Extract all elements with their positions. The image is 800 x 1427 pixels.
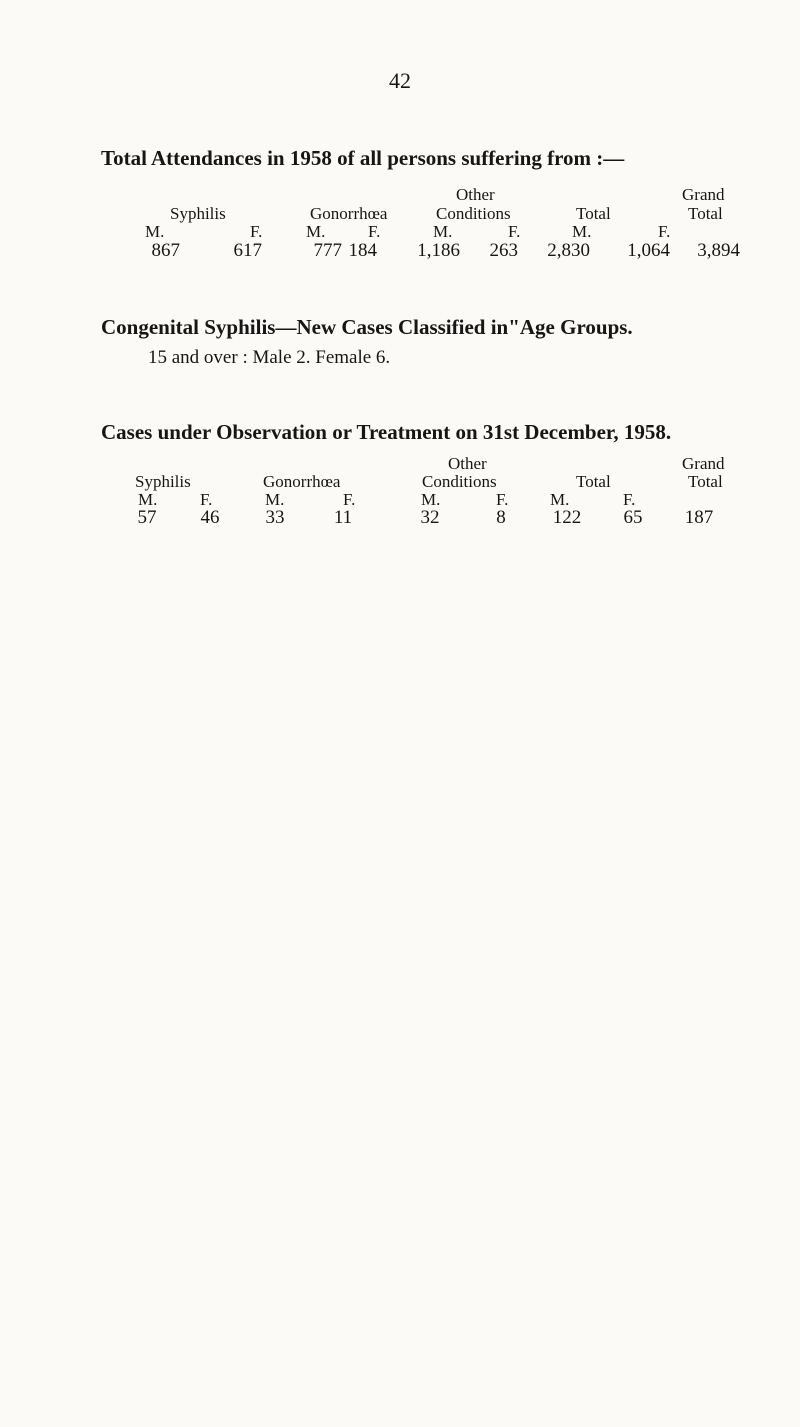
- observation-sex-m: M.: [265, 490, 285, 509]
- observation-head-gonorrhoea: Gonorrhœa: [263, 472, 341, 491]
- attendances-head-syphilis: Syphilis: [170, 204, 226, 223]
- observation-other-m: 32: [420, 507, 440, 528]
- attendances-sex-m: M.: [306, 222, 326, 241]
- attendances-other-m: 1,186: [417, 240, 460, 261]
- attendances-sex-f: F.: [250, 222, 263, 241]
- observation-total-m: 122: [552, 507, 582, 528]
- observation-total-f: 65: [623, 507, 643, 528]
- attendances-syphilis-f: 617: [233, 240, 262, 261]
- observation-sex-f: F.: [496, 490, 509, 509]
- attendances-gonorrhoea-m: 777: [313, 240, 342, 261]
- attendances-grand-total: 3,894: [697, 240, 740, 261]
- observation-head-syphilis: Syphilis: [135, 472, 191, 491]
- observation-gonorrhoea-m: 33: [265, 507, 285, 528]
- attendances-head-total: Total: [576, 204, 611, 223]
- attendances-head-gonorrhoea: Gonorrhœa: [310, 204, 388, 223]
- observation-sex-f: F.: [623, 490, 636, 509]
- attendances-sex-f: F.: [658, 222, 671, 241]
- attendances-sex-m: M.: [145, 222, 165, 241]
- observation-head-total: Total: [576, 472, 611, 491]
- page-number: 42: [389, 68, 411, 93]
- observation-gonorrhoea-f: 11: [333, 507, 353, 528]
- observation-sex-m: M.: [550, 490, 570, 509]
- observation-head-grand-total: Total: [688, 472, 723, 491]
- attendances-head-grand: Grand: [682, 185, 725, 204]
- observation-head-conditions: Conditions: [422, 472, 497, 491]
- attendances-sex-m: M.: [433, 222, 453, 241]
- attendances-head-other: Other: [456, 185, 495, 204]
- observation-sex-f: F.: [200, 490, 213, 509]
- attendances-total-f: 1,064: [627, 240, 670, 261]
- attendances-sex-f: F.: [368, 222, 381, 241]
- observation-sex-m: M.: [138, 490, 158, 509]
- attendances-total-m: 2,830: [547, 240, 590, 261]
- observation-syphilis-f: 46: [200, 507, 220, 528]
- attendances-other-f: 263: [489, 240, 518, 261]
- attendances-gonorrhoea-f: 184: [348, 240, 377, 261]
- observation-grand-total: 187: [684, 507, 714, 528]
- observation-sex-f: F.: [343, 490, 356, 509]
- congenital-line: 15 and over : Male 2. Female 6.: [148, 347, 391, 368]
- observation-title: Cases under Observation or Treatment on 31st December, 1958.: [101, 420, 672, 444]
- congenital-title: Congenital Syphilis—New Cases Classified in"Age Groups.: [101, 315, 633, 339]
- observation-head-other: Other: [448, 454, 487, 473]
- observation-other-f: 8: [496, 507, 506, 528]
- attendances-head-conditions: Conditions: [436, 204, 511, 223]
- attendances-sex-m: M.: [572, 222, 592, 241]
- observation-sex-m: M.: [421, 490, 441, 509]
- observation-syphilis-m: 57: [137, 507, 157, 528]
- attendances-title: Total Attendances in 1958 of all persons suffering from :—: [101, 146, 625, 170]
- attendances-sex-f: F.: [508, 222, 521, 241]
- attendances-syphilis-m: 867: [151, 240, 180, 261]
- observation-head-grand: Grand: [682, 454, 725, 473]
- attendances-head-grand-total: Total: [688, 204, 723, 223]
